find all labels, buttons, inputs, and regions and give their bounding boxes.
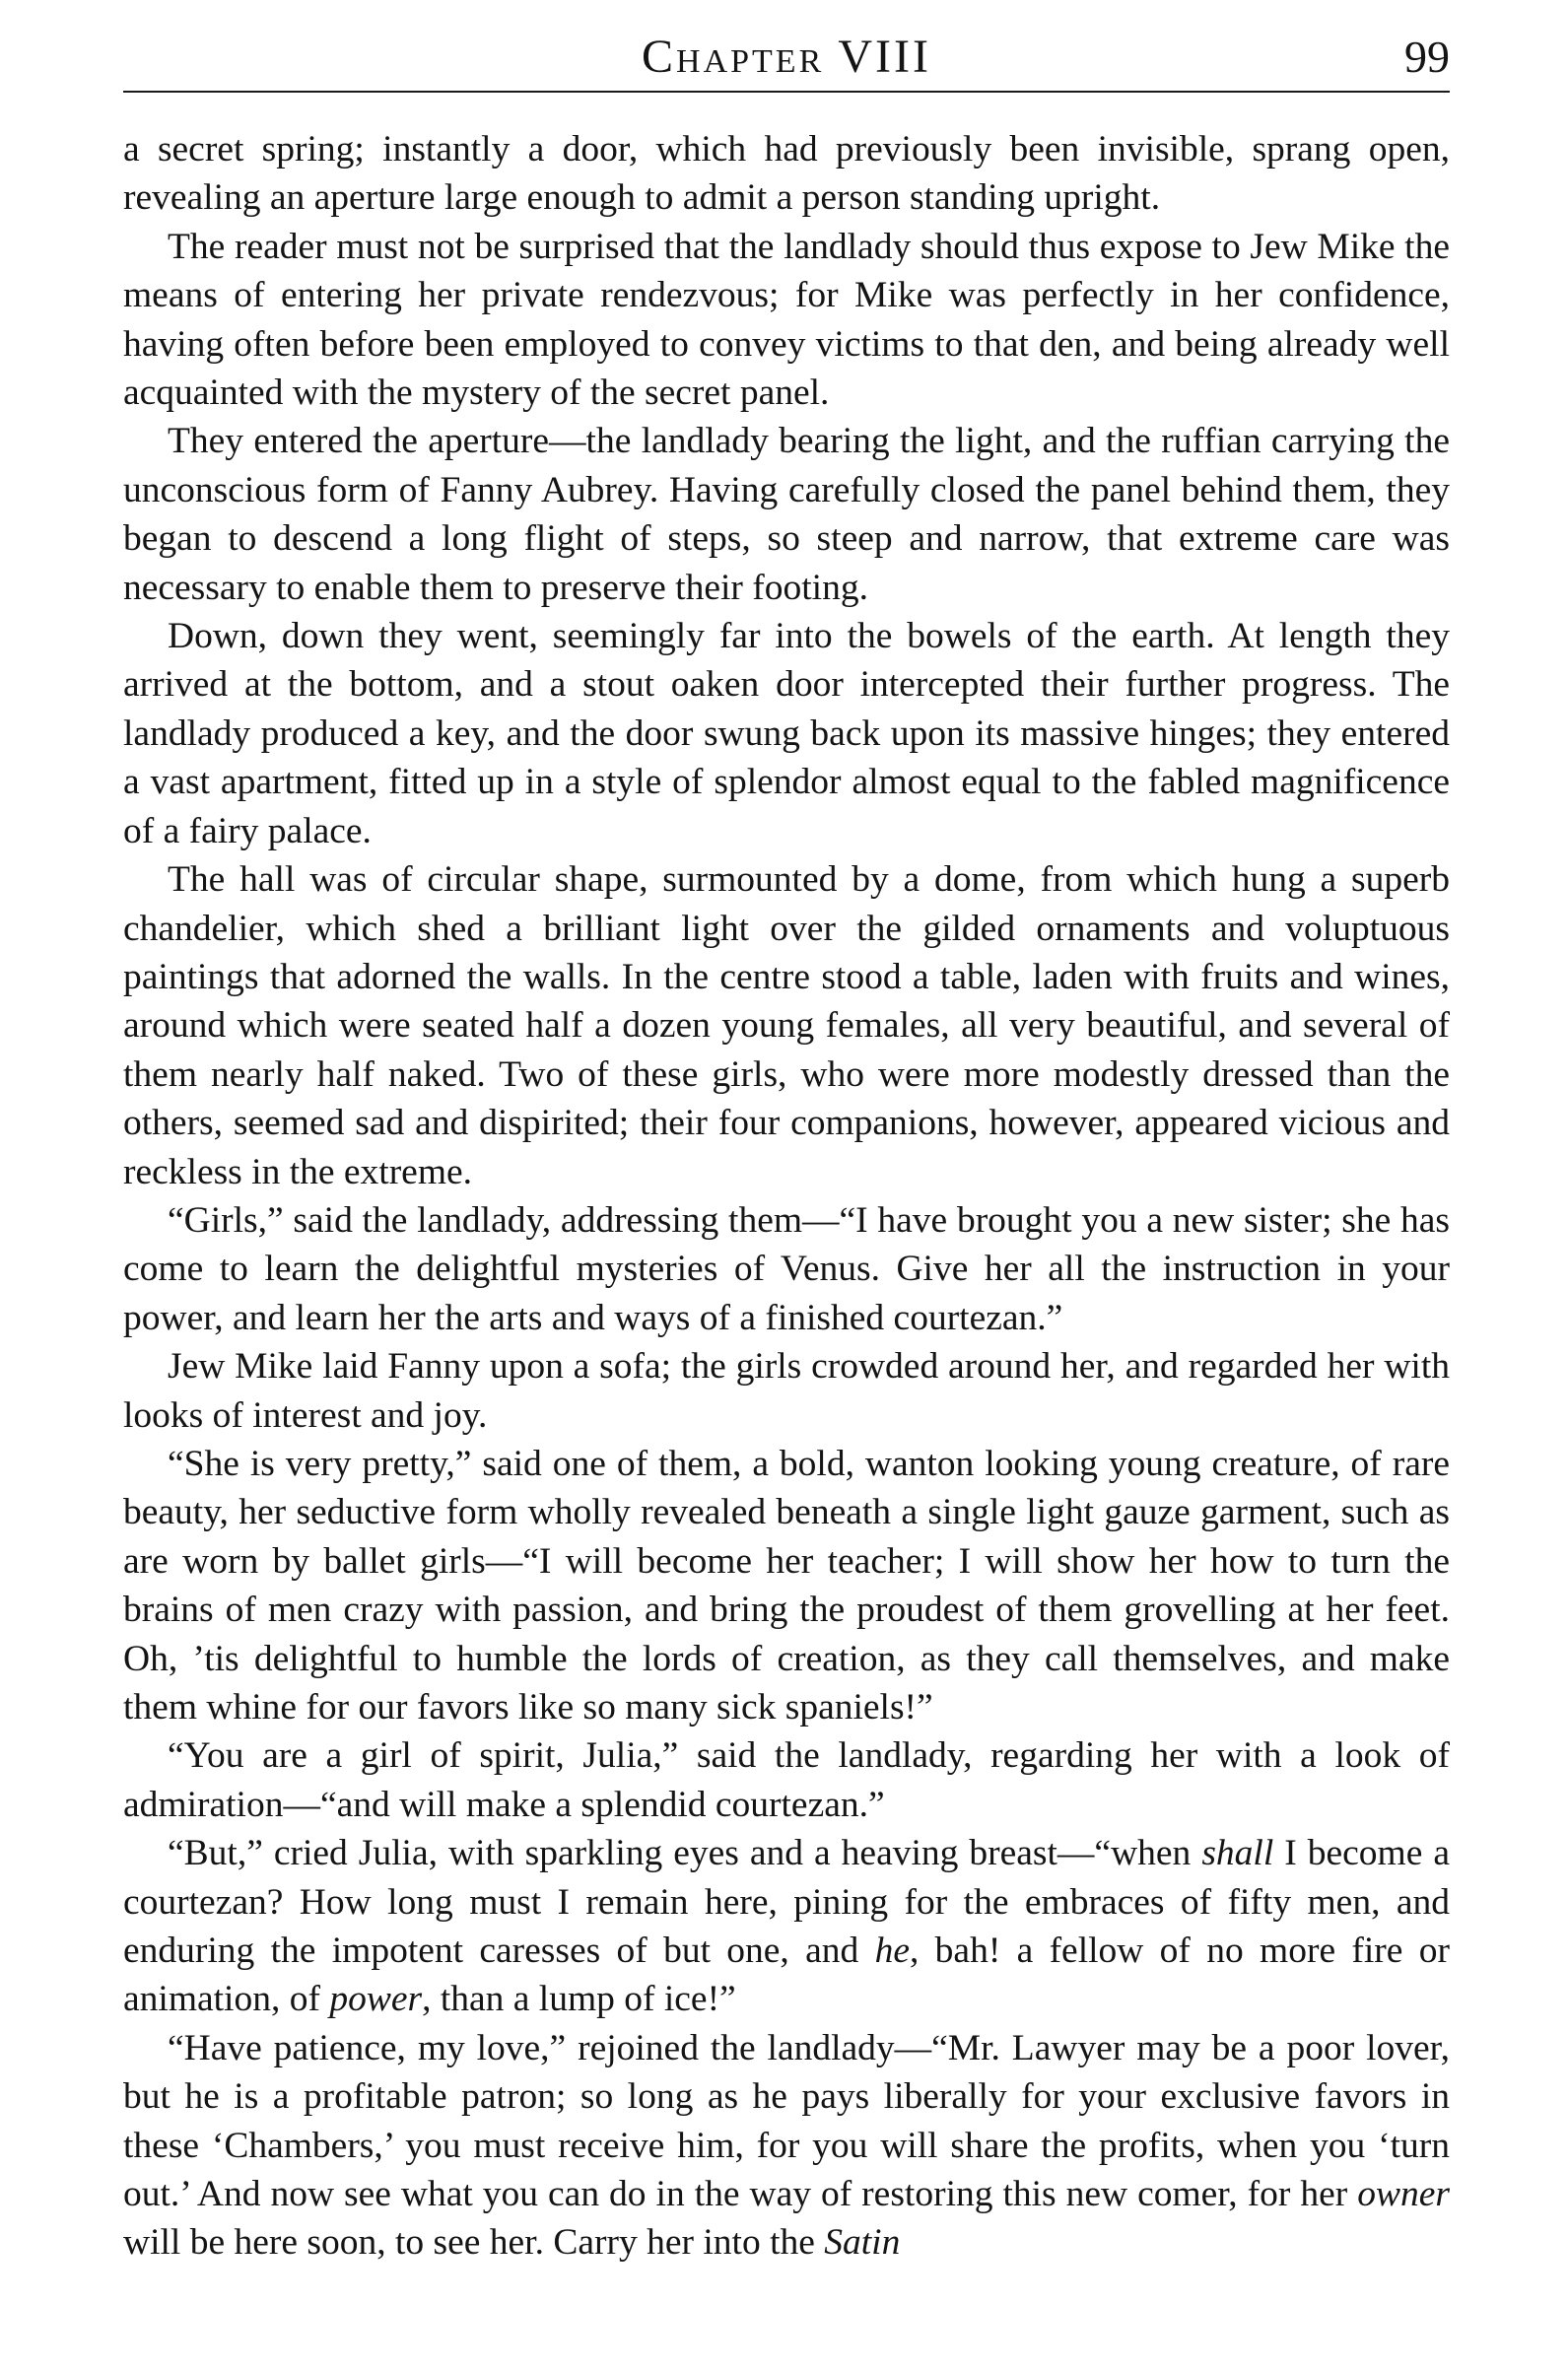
text-run: “But,” cried Julia, with sparkling eyes and a heaving breast—“when <box>168 1833 1202 1874</box>
text-run: Down, down they went, seemingly far into the bowels of the earth. At length they arrived at the bottom, and a stout oaken door intercepted their further progress. The landlady produced a key, and the door swung back upon its massive hinges; they entered a vast apartment, fitted up in a style of splendor almost equal to the fabled magnificence of a fairy palace. <box>123 616 1450 851</box>
paragraph <box>123 612 1450 855</box>
paragraph <box>123 1342 1450 1440</box>
text-run: , than a lump of ice!” <box>422 1979 736 2020</box>
paragraph <box>123 1731 1450 1829</box>
text-run: “You are a girl of spirit, Julia,” said the landlady, regarding her with a look of admiration—“and will make a splendid courtezan.” <box>123 1735 1450 1825</box>
text-run: “Girls,” said the landlady, addressing them—“I have brought you a new sister; she has come to learn the delightful mysteries of Venus. Give her all the instruction in your power, and learn her the arts and ways of a finished courtezan.” <box>123 1199 1450 1338</box>
paragraph <box>123 2024 1450 2268</box>
text-run: I become a courtezan? How long must I remain here, pining for the embraces of fifty men, and enduring the impotent caresses of but one, and <box>123 1833 1450 1972</box>
body-text <box>123 93 1450 2268</box>
paragraph <box>123 855 1450 1196</box>
chapter-title: Chapter VIII <box>642 31 931 83</box>
page-number: 99 <box>1404 32 1450 82</box>
text-run: , bah! a fellow of no more fire or animation, of <box>123 1931 1450 2020</box>
paragraph <box>123 1196 1450 1342</box>
text-run: The reader must not be surprised that the landlady should thus expose to Jew Mike the means of entering her private rendezvous; for Mike was perfectly in her confidence, having often before been employed to convey victims to that den, and being already well acquainted with the mystery of the secret panel. <box>123 226 1450 414</box>
paragraph <box>123 223 1450 418</box>
italic-text: Satin <box>824 2222 901 2264</box>
book-page <box>123 0 1450 2268</box>
text-run: The hall was of circular shape, surmounted by a dome, from which hung a superb chandelier, which shed a brilliant light over the gilded ornaments and voluptuous paintings that adorned the walls. In the centre stood a table, laden with fruits and wines, around which were seated half a dozen young females, all very beautiful, and several of them nearly half naked. Two of these girls, who were more modestly dressed than the others, seemed sad and dispirited; their four companions, however, appeared vicious and reckless in the extreme. <box>123 859 1450 1192</box>
italic-text: he <box>874 1931 910 1972</box>
text-run: They entered the aperture—the landlady bearing the light, and the ruffian carrying the unconscious form of Fanny Aubrey. Having carefully closed the panel behind them, they began to descend a long flight of steps, so steep and narrow, that extreme care was necessary to enable them to preserve their footing. <box>123 421 1450 608</box>
italic-text: power <box>329 1979 423 2020</box>
text-run: will be here soon, to see her. Carry her into the <box>123 2222 825 2264</box>
running-head <box>123 0 1450 93</box>
text-run: Jew Mike laid Fanny upon a sofa; the girls crowded around her, and regarded her with looks of interest and joy. <box>123 1346 1450 1436</box>
text-run: “Have patience, my love,” rejoined the landlady—“Mr. Lawyer may be a poor lover, but he is a profitable patron; so long as he pays liberally for your exclusive favors in these ‘Chambers,’ you must receive him, for you will share the profits, when you ‘turn out.’ And now see what you can do in the way of restoring this new comer, for her <box>123 2027 1450 2215</box>
italic-text: owner <box>1357 2174 1450 2215</box>
paragraph <box>123 1829 1450 2024</box>
italic-text: shall <box>1201 1833 1274 1874</box>
text-run: “She is very pretty,” said one of them, a bold, wanton looking young creature, of rare beauty, her seductive form wholly revealed beneath a single light gauze garment, such as are worn by ballet girls—“I will become her teacher; I will show her how to turn the brains of men crazy with passion, and bring the proudest of them grovelling at her feet. Oh, ’tis delightful to humble the lords of creation, as they call themselves, and make them whine for our favors like so many sick spaniels!” <box>123 1443 1450 1727</box>
paragraph <box>123 125 1450 223</box>
paragraph <box>123 417 1450 612</box>
paragraph <box>123 1440 1450 1731</box>
text-run: a secret spring; instantly a door, which had previously been invisible, sprang open, revealing an aperture large enough to admit a person standing upright. <box>123 129 1450 219</box>
